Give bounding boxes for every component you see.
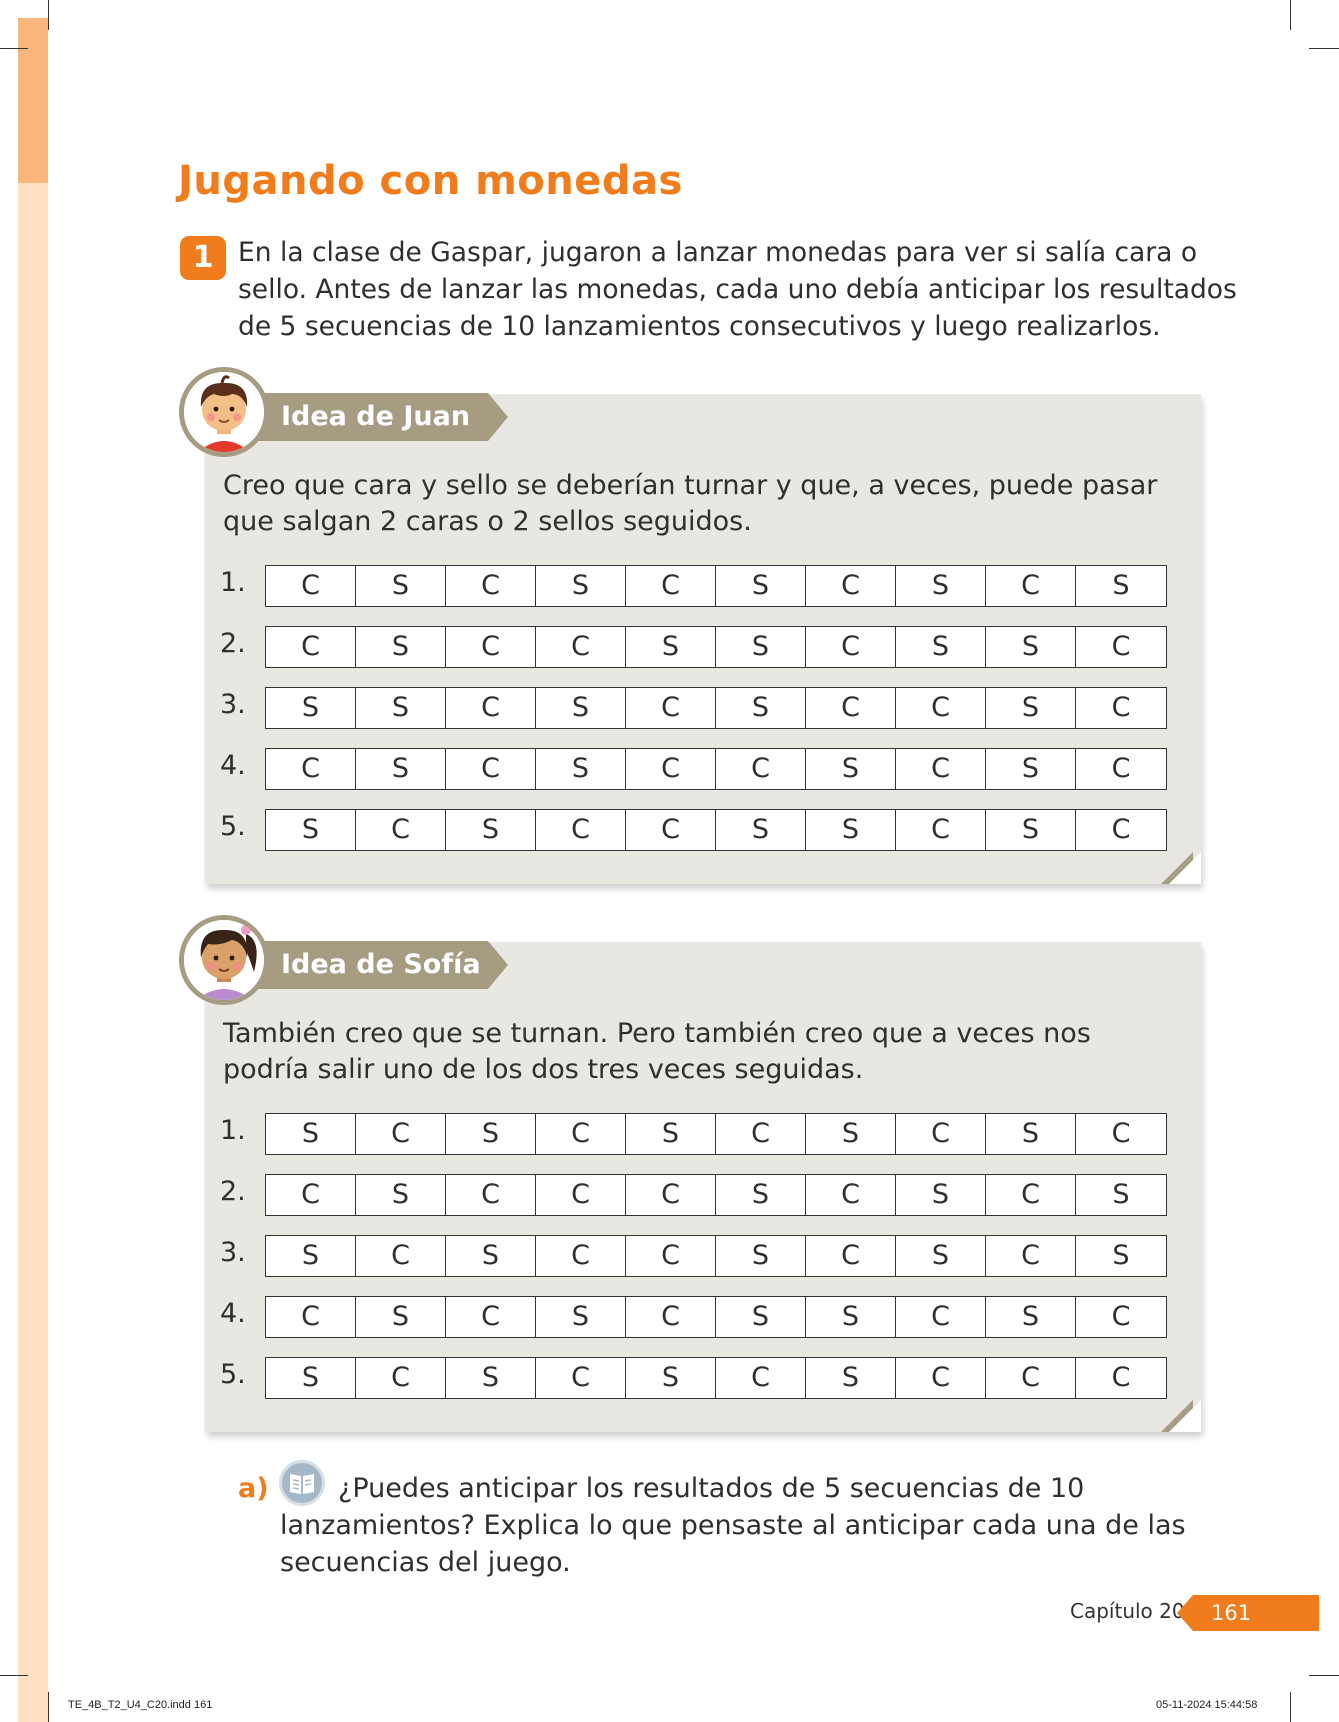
juan-avatar: [179, 367, 269, 457]
toss-cell: C: [446, 1297, 536, 1337]
toss-cell: C: [896, 749, 986, 789]
toss-cell: C: [716, 1358, 806, 1398]
toss-cell: C: [986, 566, 1076, 606]
toss-cell: S: [986, 1297, 1076, 1337]
crop-mark: [1290, 0, 1291, 30]
toss-cell: S: [896, 1236, 986, 1276]
toss-cell: S: [1112, 1240, 1130, 1271]
toss-cell: C: [626, 1175, 716, 1215]
toss-cell: C: [536, 1175, 626, 1215]
toss-cell: C: [626, 688, 716, 728]
toss-cell: S: [806, 1297, 896, 1337]
sequence-cells: [265, 809, 1167, 851]
toss-cell: C: [266, 1297, 356, 1337]
toss-cell: C: [1111, 1118, 1131, 1149]
toss-cell: C: [806, 688, 896, 728]
toss-cell: C: [896, 810, 986, 850]
crop-mark: [1309, 1675, 1339, 1676]
toss-cell: C: [806, 627, 896, 667]
juan-idea-text: Creo que cara y sello se deberían turnar y que, a veces, puede pasar que salgan 2 caras o 2 sellos seguidos.: [223, 470, 1158, 537]
toss-cell: C: [536, 1236, 626, 1276]
girl-face-icon: [184, 920, 264, 1000]
toss-cell: C: [626, 749, 716, 789]
toss-cell: S: [356, 1175, 446, 1215]
toss-cell: S: [716, 688, 806, 728]
row-number: 4.: [220, 750, 246, 781]
toss-cell: C: [1111, 753, 1131, 784]
sequence-cells: [265, 1235, 1167, 1277]
crop-mark: [0, 1675, 28, 1676]
page-number: 161: [1193, 1595, 1319, 1631]
toss-cell: S: [356, 627, 446, 667]
sequence-cells: [265, 748, 1167, 790]
sequence-cells: [265, 565, 1167, 607]
toss-cell: S: [446, 1358, 536, 1398]
toss-cell: S: [266, 688, 356, 728]
toss-cell: C: [356, 1114, 446, 1154]
toss-cell: C: [896, 1114, 986, 1154]
toss-cell: S: [896, 1175, 986, 1215]
toss-cell: C: [1111, 631, 1131, 662]
toss-cell: C: [446, 749, 536, 789]
toss-cell: S: [716, 566, 806, 606]
toss-cell: S: [806, 810, 896, 850]
toss-cell: S: [626, 1114, 716, 1154]
row-number: 3.: [220, 689, 246, 720]
toss-cell: C: [266, 627, 356, 667]
toss-cell: S: [896, 627, 986, 667]
toss-cell: C: [626, 1236, 716, 1276]
crop-mark: [48, 0, 49, 30]
toss-cell: C: [1111, 692, 1131, 723]
toss-cell: S: [356, 566, 446, 606]
toss-cell: C: [1111, 1362, 1131, 1393]
crop-mark: [48, 1692, 49, 1722]
toss-cell: S: [626, 627, 716, 667]
toss-cell: S: [446, 1236, 536, 1276]
boy-face-icon: [184, 372, 264, 452]
toss-cell: C: [266, 749, 356, 789]
toss-cell: S: [536, 688, 626, 728]
toss-cell: S: [986, 1114, 1076, 1154]
toss-cell: C: [986, 1236, 1076, 1276]
print-slug-date: 05-11-2024 15:44:58: [1156, 1699, 1258, 1711]
print-slug-file: TE_4B_T2_U4_C20.indd 161: [68, 1699, 213, 1711]
toss-cell: C: [626, 566, 716, 606]
toss-cell: S: [986, 688, 1076, 728]
toss-cell: C: [986, 1358, 1076, 1398]
sequence-cells: [265, 626, 1167, 668]
toss-cell: C: [446, 566, 536, 606]
row-number: 1.: [220, 567, 246, 598]
side-band: [18, 18, 48, 1722]
toss-cell: S: [266, 1236, 356, 1276]
toss-cell: C: [356, 810, 446, 850]
toss-cell: C: [446, 1175, 536, 1215]
page-title: Jugando con monedas: [178, 158, 683, 204]
toss-cell: C: [536, 810, 626, 850]
toss-cell: S: [356, 688, 446, 728]
toss-cell: C: [806, 1236, 896, 1276]
toss-cell: S: [986, 749, 1076, 789]
toss-cell: C: [356, 1236, 446, 1276]
toss-cell: S: [446, 1114, 536, 1154]
toss-cell: C: [1111, 814, 1131, 845]
chapter-label: Capítulo 20: [1070, 1599, 1185, 1623]
row-number: 1.: [220, 1115, 246, 1146]
activity-number-badge: 1: [180, 236, 226, 280]
side-band-accent: [18, 18, 48, 183]
toss-cell: C: [356, 1358, 446, 1398]
toss-cell: C: [536, 1358, 626, 1398]
toss-cell: C: [806, 566, 896, 606]
sofia-tag: Idea de Sofía: [250, 941, 488, 989]
toss-cell: S: [806, 749, 896, 789]
toss-cell: S: [896, 566, 986, 606]
sequence-cells: [265, 687, 1167, 729]
toss-cell: C: [896, 688, 986, 728]
toss-cell: S: [806, 1358, 896, 1398]
toss-cell: S: [1112, 1179, 1130, 1210]
toss-cell: S: [356, 1297, 446, 1337]
toss-cell: S: [716, 1236, 806, 1276]
question-text: ¿Puedes anticipar los resultados de 5 secuencias de 10 lanzamientos? Explica lo que pensaste al anticipar cada una de las secuencias del juego.: [280, 1473, 1186, 1578]
toss-cell: S: [986, 810, 1076, 850]
toss-cell: C: [716, 749, 806, 789]
toss-cell: C: [266, 566, 356, 606]
toss-cell: S: [806, 1114, 896, 1154]
toss-cell: S: [266, 1114, 356, 1154]
row-number: 2.: [220, 628, 246, 659]
crop-mark: [1290, 1692, 1291, 1722]
toss-cell: C: [986, 1175, 1076, 1215]
toss-cell: C: [1111, 1301, 1131, 1332]
page-curl-corner: [1169, 852, 1201, 884]
toss-cell: S: [356, 749, 446, 789]
toss-cell: S: [536, 1297, 626, 1337]
row-number: 5.: [220, 1359, 246, 1390]
toss-cell: S: [716, 1297, 806, 1337]
toss-cell: S: [446, 810, 536, 850]
toss-cell: S: [626, 1358, 716, 1398]
toss-cell: C: [536, 1114, 626, 1154]
row-number: 3.: [220, 1237, 246, 1268]
toss-cell: C: [446, 627, 536, 667]
sequence-cells: [265, 1296, 1167, 1338]
toss-cell: S: [536, 566, 626, 606]
toss-cell: S: [986, 627, 1076, 667]
toss-cell: S: [266, 1358, 356, 1398]
toss-cell: C: [896, 1358, 986, 1398]
sofia-avatar: [179, 915, 269, 1005]
toss-cell: C: [536, 627, 626, 667]
toss-cell: C: [266, 1175, 356, 1215]
row-number: 4.: [220, 1298, 246, 1329]
intro-text: En la clase de Gaspar, jugaron a lanzar monedas para ver si salía cara o sello. Antes de lanzar las monedas, cada uno debía anticipar los resultados de 5 secuencias de 10 lanzamientos consecutivos y luego realizarlos.: [238, 237, 1237, 342]
row-number: 2.: [220, 1176, 246, 1207]
sequence-cells: [265, 1174, 1167, 1216]
toss-cell: S: [716, 1175, 806, 1215]
juan-tag: Idea de Juan: [250, 393, 488, 441]
toss-cell: C: [806, 1175, 896, 1215]
crop-mark: [1309, 48, 1339, 49]
toss-cell: C: [446, 688, 536, 728]
toss-cell: C: [626, 1297, 716, 1337]
toss-cell: S: [716, 627, 806, 667]
sofia-idea-text: También creo que se turnan. Pero también creo que a veces nos podría salir uno de los dos tres veces seguidas.: [223, 1018, 1091, 1085]
sequence-cells: [265, 1357, 1167, 1399]
row-number: 5.: [220, 811, 246, 842]
crop-mark: [0, 48, 28, 49]
question-label: a): [238, 1473, 269, 1504]
toss-cell: C: [626, 810, 716, 850]
toss-cell: S: [716, 810, 806, 850]
toss-cell: C: [896, 1297, 986, 1337]
toss-cell: S: [536, 749, 626, 789]
toss-cell: C: [716, 1114, 806, 1154]
toss-cell: S: [266, 810, 356, 850]
page-curl-corner: [1169, 1400, 1201, 1432]
sequence-cells: [265, 1113, 1167, 1155]
toss-cell: S: [1112, 570, 1130, 601]
